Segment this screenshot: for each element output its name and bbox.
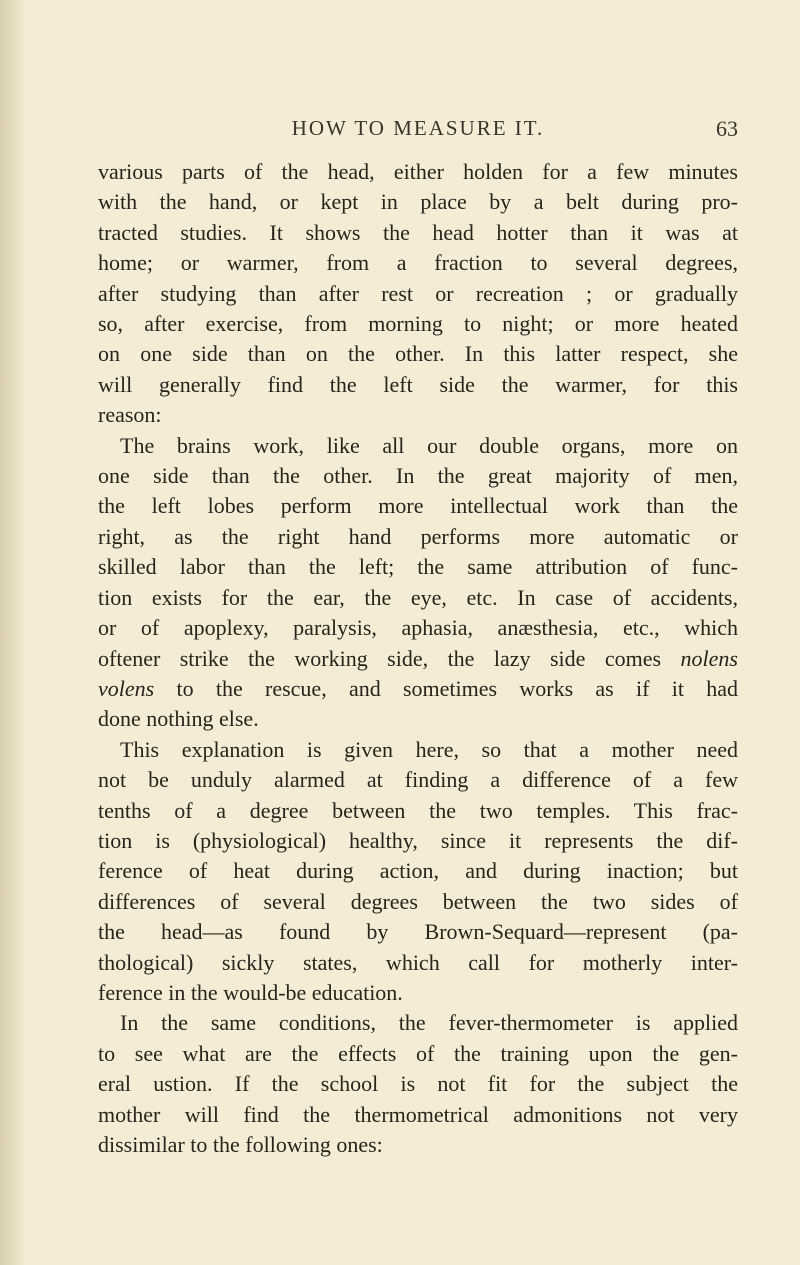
- text-line: not be unduly alarmed at finding a difference of a few: [98, 767, 738, 793]
- text-line: to see what are the effects of the training upon the gen-: [98, 1040, 738, 1066]
- text-line: tenths of a degree between the two temples. This frac-: [98, 797, 738, 823]
- text-line: skilled labor than the left; the same attribution of func-: [98, 554, 738, 580]
- text-line: after studying than after rest or recreation ; or gradually: [98, 280, 738, 306]
- body-text: [98, 157, 738, 1160]
- text-line: The brains work, like all our double organs, more on: [120, 432, 738, 458]
- text-line: on one side than on the other. In this latter respect, she: [98, 341, 738, 367]
- text-segment: to the rescue, and sometimes works as if it had: [154, 675, 738, 701]
- text-line: [98, 644, 738, 674]
- text-line: mother will find the thermometrical admonitions not very: [98, 1101, 738, 1127]
- text-line: In the same conditions, the fever-thermometer is applied: [120, 1010, 738, 1036]
- text-line: right, as the right hand performs more automatic or: [98, 523, 738, 549]
- text-line: thological) sickly states, which call for motherly inter-: [98, 949, 738, 975]
- paragraph-1: [98, 157, 738, 431]
- text-line: ference in the would-be education.: [98, 979, 403, 1005]
- text-line: with the hand, or kept in place by a belt during pro-: [98, 189, 738, 215]
- page-number: 63: [716, 116, 738, 141]
- paragraph-2: [98, 431, 738, 735]
- paragraph-4: [98, 1008, 738, 1160]
- text-line: one side than the other. In the great majority of men,: [98, 463, 738, 489]
- text-line: done nothing else.: [98, 706, 259, 732]
- text-line: This explanation is given here, so that a mother need: [120, 736, 738, 762]
- page-edge-shadow: [0, 0, 26, 1265]
- text-line: dissimilar to the following ones:: [98, 1132, 383, 1157]
- text-line: ference of heat during action, and during inaction; but: [98, 858, 738, 884]
- text-line: home; or warmer, from a fraction to several degrees,: [98, 250, 738, 276]
- text-line: tracted studies. It shows the head hotter than it was at: [98, 219, 738, 245]
- text-line: various parts of the head, either holden for a few minutes: [98, 159, 738, 184]
- text-line: so, after exercise, from morning to night; or more heated: [98, 311, 738, 337]
- text-line: tion exists for the ear, the eye, etc. In case of accidents,: [98, 584, 738, 610]
- text-line: eral ustion. If the school is not fit for the subject the: [98, 1071, 738, 1097]
- paragraph-3: [98, 735, 738, 1009]
- text-line: differences of several degrees between the two sides of: [98, 888, 738, 914]
- text-line: the head—as found by Brown-Sequard—represent (pa-: [98, 919, 738, 945]
- text-line: will generally find the left side the warmer, for this: [98, 371, 738, 397]
- text-line: or of apoplexy, paralysis, aphasia, anæsthesia, etc., which: [98, 615, 738, 641]
- text-segment: oftener strike the working side, the lazy side comes: [98, 645, 681, 671]
- text-line: reason:: [98, 402, 162, 428]
- italic-term: volens: [98, 675, 155, 701]
- text-line: tion is (physiological) healthy, since it represents the dif-: [98, 827, 738, 853]
- italic-term: nolens: [680, 645, 738, 671]
- text-line: [98, 674, 738, 704]
- text-line: the left lobes perform more intellectual work than the: [98, 493, 738, 519]
- running-title: HOW TO MEASURE IT.: [291, 116, 545, 140]
- running-head: [98, 116, 738, 146]
